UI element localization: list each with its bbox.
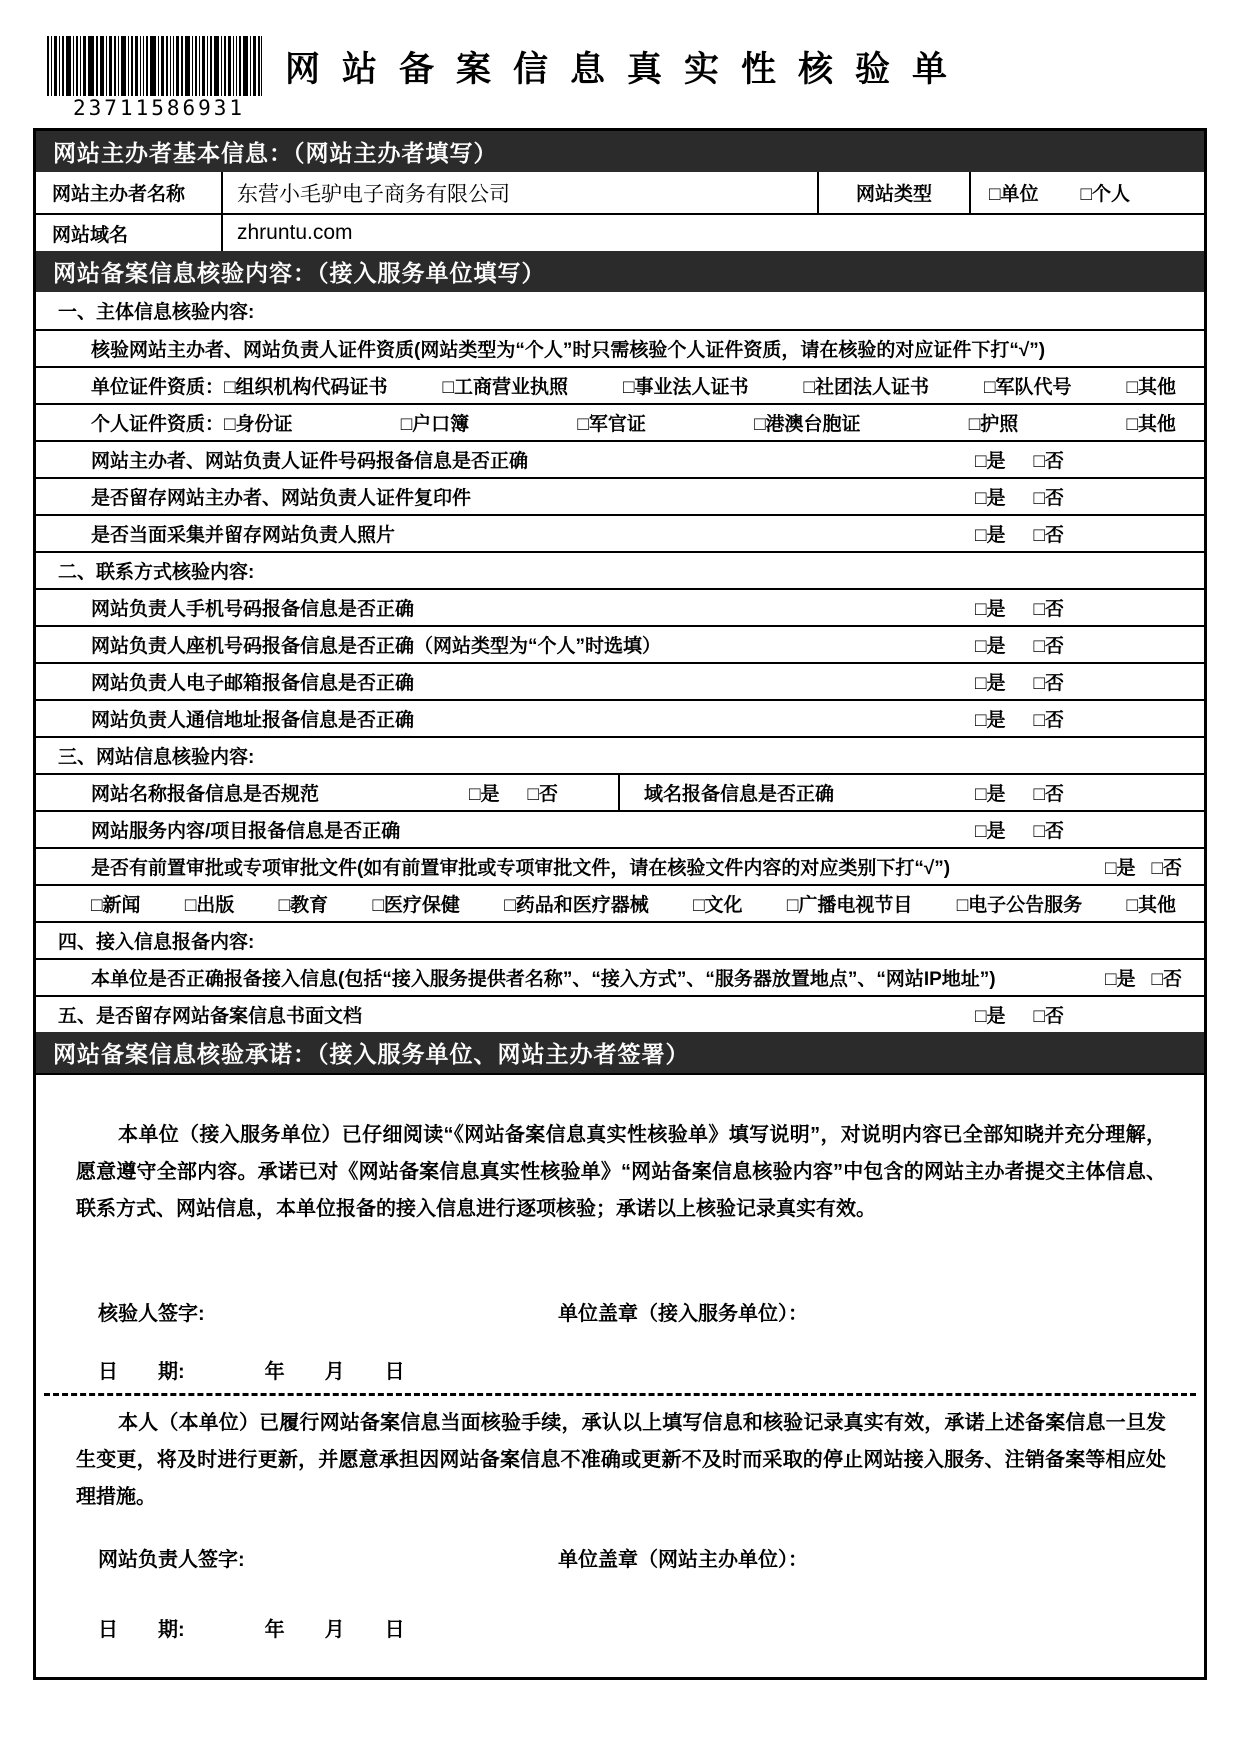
q-landline-label: 网站负责人座机号码报备信息是否正确（网站类型为“个人”时选填）: [91, 636, 662, 657]
dashed-separator: [44, 1393, 1196, 1396]
sec3-title: 三、网站信息核验内容:: [58, 747, 255, 768]
checkbox-site-type-personal[interactable]: □个人: [1080, 184, 1130, 205]
checkbox-no[interactable]: □否: [1151, 858, 1182, 879]
checkbox-yes[interactable]: □是: [975, 710, 1006, 731]
organizer-unit-seal-label: 单位盖章（网站主办单位）：: [558, 1549, 808, 1571]
row-sec3-title: [36, 736, 1204, 773]
checkbox-association-cert[interactable]: □社团法人证书: [803, 377, 929, 398]
checkbox-healthcare[interactable]: □医疗保健: [372, 895, 460, 916]
sec2-title: 二、联系方式核验内容:: [58, 562, 255, 583]
checkbox-business-license[interactable]: □工商营业执照: [442, 377, 568, 398]
yes-no-group: [1105, 960, 1204, 995]
yes-no-group: [975, 627, 1204, 662]
checkbox-military-code[interactable]: □军队代号: [984, 377, 1072, 398]
checkbox-yes[interactable]: □是: [1105, 858, 1136, 879]
yes-no-group: [975, 442, 1204, 477]
row-q-sitename-domain: [36, 773, 1204, 810]
verifier-signature-label: 核验人签字:: [98, 1303, 205, 1325]
q-mobile-label: 网站负责人手机号码报备信息是否正确: [91, 599, 415, 620]
checkbox-yes[interactable]: □是: [975, 599, 1006, 620]
page-title: 网站备案信息真实性核验单: [285, 50, 970, 89]
checkbox-yes[interactable]: □是: [1105, 969, 1136, 990]
sec1-title: 一、主体信息核验内容:: [58, 302, 255, 323]
isp-unit-seal-label: 单位盖章（接入服务单位）：: [558, 1303, 808, 1325]
checkbox-no[interactable]: □否: [1033, 451, 1064, 472]
checkbox-household-register[interactable]: □户口簿: [400, 414, 470, 435]
cert-note-text: 核验网站主办者、网站负责人证件资质(网站类型为“个人”时只需核验个人证件资质，请在核验的对应证件下打“√”): [91, 340, 1046, 361]
checkbox-site-type-unit[interactable]: □单位: [989, 184, 1039, 205]
barcode-image: [47, 36, 263, 96]
q-site-name-cell: [36, 775, 620, 810]
checkbox-publishing[interactable]: □出版: [184, 895, 235, 916]
checkbox-yes[interactable]: □是: [975, 525, 1006, 546]
checkbox-hk-macao-taiwan-card[interactable]: □港澳台胞证: [754, 414, 861, 435]
row-domain: [36, 213, 1204, 251]
checkbox-yes[interactable]: □是: [975, 636, 1006, 657]
row-organizer: [36, 172, 1204, 213]
checkbox-no[interactable]: □否: [1033, 488, 1064, 509]
q-cert-number-label: 网站主办者、网站负责人证件号码报备信息是否正确: [91, 451, 529, 472]
yes-no-group: [975, 479, 1204, 514]
barcode-block: [47, 36, 269, 120]
yes-no-group: [1105, 849, 1204, 884]
checkbox-passport[interactable]: □护照: [968, 414, 1019, 435]
yes-no-group: [975, 812, 1204, 847]
commitment-paragraph-organizer: 本人（本单位）已履行网站备案信息当面核验手续，承认以上填写信息和核验记录真实有效，承诺上述备案信息一旦发生变更，将及时进行更新，并愿意承担因网站备案信息不准确或更新不及时而采取的停止网站接入服务、注销备案等相应处理措施。: [76, 1412, 1166, 1508]
checkbox-yes[interactable]: □是: [975, 821, 1006, 842]
row-q-photo: [36, 514, 1204, 551]
row-q-email: [36, 662, 1204, 699]
yes-no-group: [975, 701, 1204, 736]
row-q-cert-number: [36, 440, 1204, 477]
checkbox-pharma-medical-devices[interactable]: □药品和医疗器械: [504, 895, 649, 916]
row-q-service: [36, 810, 1204, 847]
personal-cert-label: 个人证件资质：: [91, 414, 225, 435]
checkbox-yes[interactable]: □是: [975, 488, 1006, 509]
checkbox-no[interactable]: □否: [1033, 599, 1064, 620]
checkbox-military-officer-card[interactable]: □军官证: [577, 414, 646, 435]
unit-cert-options: [224, 368, 1204, 403]
site-type-options: [969, 172, 1204, 213]
checkbox-news[interactable]: □新闻: [91, 895, 141, 916]
row-q-mobile: [36, 588, 1204, 625]
section-header-verification: 网站备案信息核验内容：（接入服务单位填写）: [36, 251, 1204, 292]
organizer-name-value[interactable]: 东营小毛驴电子商务有限公司: [221, 172, 817, 213]
checkbox-no[interactable]: □否: [1033, 636, 1064, 657]
row-q-approval: [36, 847, 1204, 884]
checkbox-no[interactable]: □否: [1151, 969, 1182, 990]
row-unit-cert: [36, 366, 1204, 403]
verification-form: [33, 128, 1207, 1680]
checkbox-yes[interactable]: □是: [975, 784, 1006, 805]
checkbox-org-code-cert[interactable]: □组织机构代码证书: [224, 377, 388, 398]
checkbox-no[interactable]: □否: [1033, 1006, 1064, 1027]
checkbox-yes[interactable]: □是: [975, 1006, 1006, 1027]
row-sec2-title: [36, 551, 1204, 588]
row-personal-cert: [36, 403, 1204, 440]
yes-no-group: [975, 997, 1204, 1032]
domain-value[interactable]: zhruntu.com: [221, 215, 1204, 251]
checkbox-yes[interactable]: □是: [975, 451, 1006, 472]
checkbox-approval-other[interactable]: □其他: [1126, 895, 1176, 916]
document-header: [33, 30, 1207, 126]
q-access-label: 本单位是否正确报备接入信息(包括“接入服务提供者名称”、“接入方式”、“服务器放置地点”、“网站IP地址”): [91, 969, 996, 990]
sec4-title: 四、接入信息报备内容:: [58, 932, 255, 953]
q-service-label: 网站服务内容/项目报备信息是否正确: [91, 821, 401, 842]
q-photo-label: 是否当面采集并留存网站负责人照片: [91, 525, 396, 546]
checkbox-yes[interactable]: □是: [975, 673, 1006, 694]
row-cert-note: [36, 329, 1204, 366]
checkbox-no[interactable]: □否: [527, 784, 558, 805]
q-address-label: 网站负责人通信地址报备信息是否正确: [91, 710, 415, 731]
checkbox-unit-other[interactable]: □其他: [1126, 377, 1176, 398]
row-q-access: [36, 958, 1204, 995]
checkbox-electronic-bulletin[interactable]: □电子公告服务: [956, 895, 1083, 916]
organizer-name-label: 网站主办者名称: [52, 184, 186, 205]
personal-cert-options: [224, 405, 1204, 440]
checkbox-education[interactable]: □教育: [278, 895, 329, 916]
checkbox-culture[interactable]: □文化: [693, 895, 743, 916]
approval-category-options: [91, 886, 1204, 921]
date-line-isp: 日 期: 年 月 日: [98, 1361, 405, 1383]
row-q-address: [36, 699, 1204, 736]
checkbox-personal-other[interactable]: □其他: [1126, 414, 1176, 435]
row-approval-categories: [36, 884, 1204, 921]
yes-no-group: [975, 516, 1204, 551]
checkbox-no[interactable]: □否: [1033, 784, 1064, 805]
domain-label: 网站域名: [52, 224, 129, 246]
row-q-landline: [36, 625, 1204, 662]
row-sec4-title: [36, 921, 1204, 958]
checkbox-no[interactable]: □否: [1033, 821, 1064, 842]
unit-cert-label: 单位证件资质：: [91, 377, 225, 398]
section-header-commitment: 网站备案信息核验承诺：（接入服务单位、网站主办者签署）: [36, 1032, 1204, 1073]
date-line-organizer: 日 期: 年 月 日: [98, 1619, 405, 1641]
yes-no-group: [469, 779, 618, 806]
checkbox-no[interactable]: □否: [1033, 673, 1064, 694]
q-cert-copy-label: 是否留存网站主办者、网站负责人证件复印件: [91, 488, 472, 509]
yes-no-group: [975, 664, 1204, 699]
row-q-cert-copy: [36, 477, 1204, 514]
site-type-label: 网站类型: [817, 172, 969, 213]
sec5-title: 五、是否留存网站备案信息书面文档: [58, 1006, 363, 1027]
q-email-label: 网站负责人电子邮箱报备信息是否正确: [91, 673, 415, 694]
q-domain-info-label: 域名报备信息是否正确: [644, 784, 835, 805]
barcode-number: 23711586931: [73, 96, 246, 120]
row-sec1-title: [36, 292, 1204, 329]
q-site-name-label: 网站名称报备信息是否规范: [91, 784, 320, 805]
row-sec5-documents: [36, 995, 1204, 1032]
checkbox-broadcast-tv[interactable]: □广播电视节目: [786, 895, 913, 916]
commitment-paragraph-isp: 本单位（接入服务单位）已仔细阅读“《网站备案信息真实性核验单》填写说明”，对说明内容已全部知晓并充分理解，愿意遵守全部内容。承诺已对《网站备案信息真实性核验单》“网站备案信息核验内容”中包含的网站主办者提交主体信息、联系方式、网站信息，本单位报备的接入信息进行逐项核验；承诺以上核验记录真实有效。: [76, 1124, 1166, 1220]
yes-no-group: [975, 590, 1204, 625]
yes-no-group: [975, 779, 1204, 806]
responsible-person-signature-label: 网站负责人签字:: [98, 1549, 245, 1571]
section-header-basic-info: 网站主办者基本信息：（网站主办者填写）: [36, 131, 1204, 172]
checkbox-yes[interactable]: □是: [469, 784, 500, 805]
q-domain-info-cell: [620, 775, 1204, 810]
checkbox-no[interactable]: □否: [1033, 525, 1064, 546]
checkbox-institution-cert[interactable]: □事业法人证书: [623, 377, 749, 398]
checkbox-no[interactable]: □否: [1033, 710, 1064, 731]
checkbox-id-card[interactable]: □身份证: [224, 414, 293, 435]
commitment-body: [36, 1073, 1204, 1677]
q-approval-label: 是否有前置审批或专项审批文件(如有前置审批或专项审批文件，请在核验文件内容的对应类别下打“√”): [91, 858, 951, 879]
